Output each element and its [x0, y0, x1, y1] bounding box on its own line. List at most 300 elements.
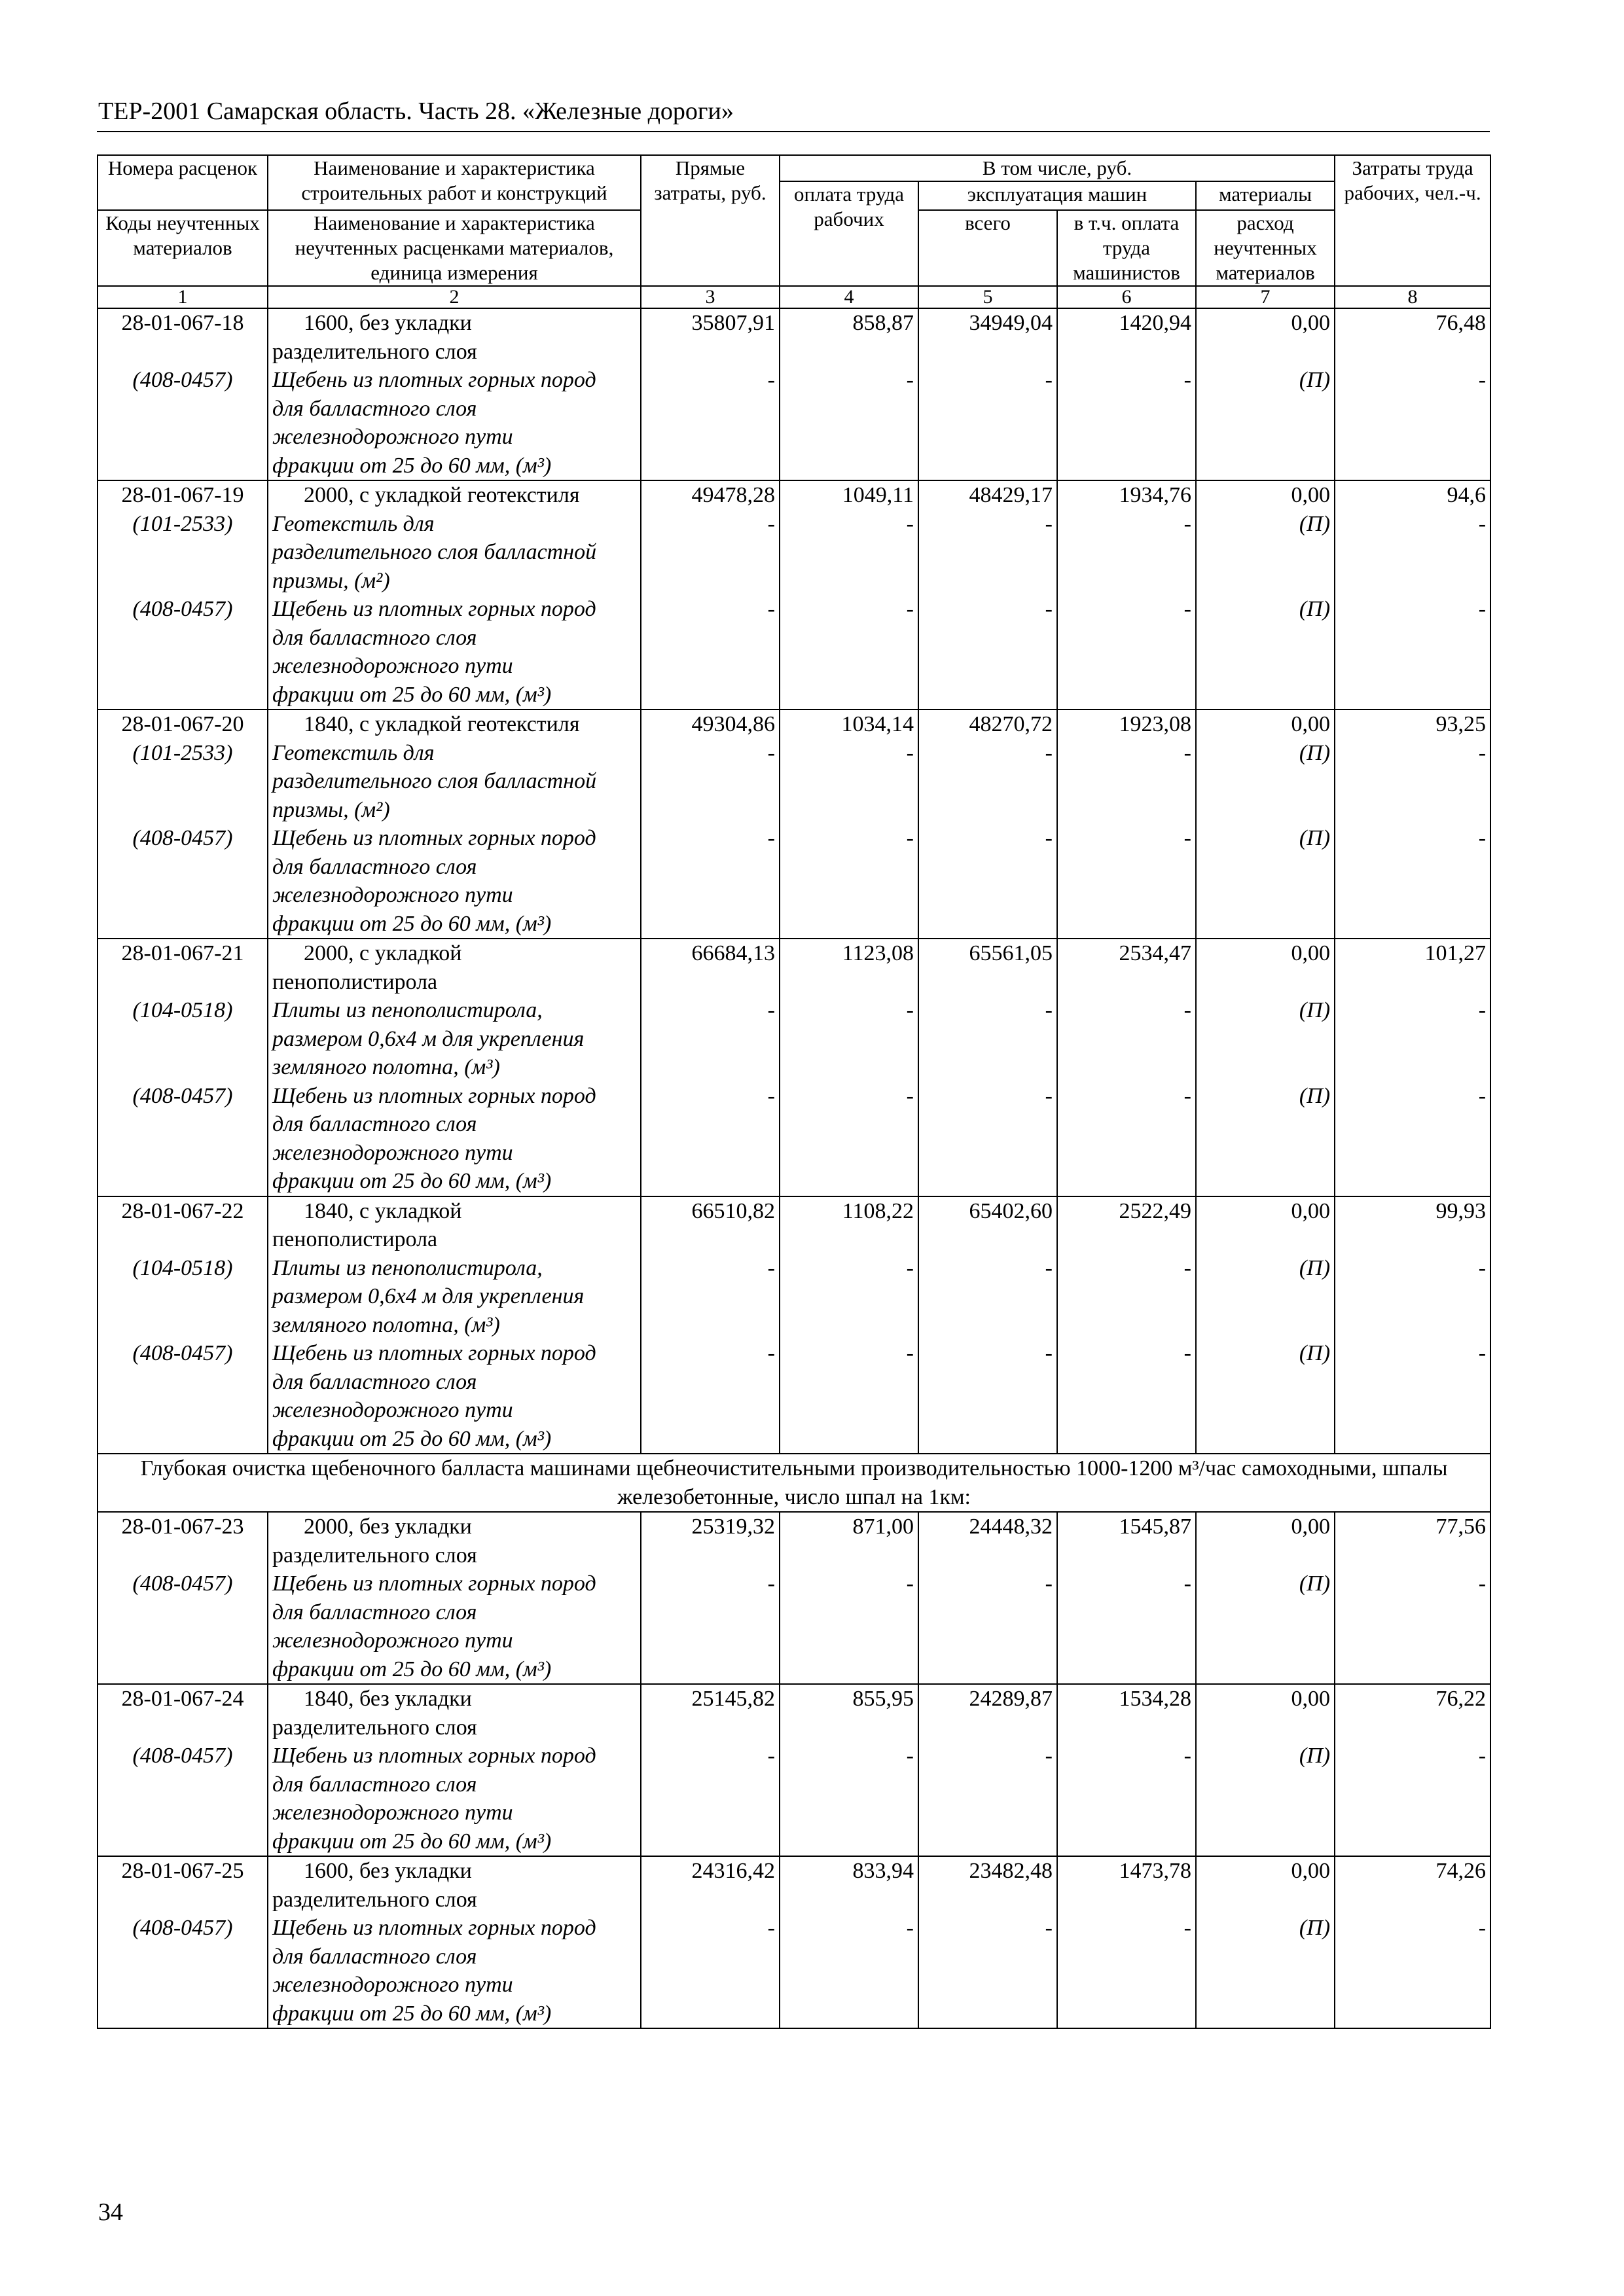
- value-cell: [918, 308, 1057, 480]
- value-cell: [641, 939, 780, 1196]
- value-cell: [1057, 1512, 1196, 1684]
- material-name-line: размером 0,6х4 м для укрепления: [272, 1284, 585, 1308]
- blank-line: [923, 395, 1053, 423]
- dash-value: -: [1183, 1571, 1191, 1596]
- blank-line: [1200, 452, 1330, 480]
- value-cell: [641, 308, 780, 480]
- blank-line: [1200, 1541, 1330, 1570]
- material-name-line: призмы, (м²): [272, 797, 390, 822]
- blank-line: [1339, 1713, 1486, 1742]
- blank-line: [102, 1311, 263, 1340]
- material-name-line: для балластного слоя: [272, 1600, 477, 1624]
- dash-value: -: [1183, 597, 1191, 621]
- value-cell: [1196, 1684, 1335, 1856]
- blank-line: [102, 395, 263, 423]
- value-cell: [1196, 709, 1335, 939]
- blank-line: [645, 1282, 775, 1311]
- material-mark: (П): [1299, 1744, 1331, 1768]
- value-mat: 0,00: [1291, 1859, 1331, 1883]
- blank-line: [923, 881, 1053, 910]
- rate-code: 28-01-067-18: [121, 311, 244, 335]
- material-name-line: земляного полотна, (м³): [272, 1055, 500, 1079]
- dash-value: -: [906, 368, 914, 392]
- blank-line: [923, 1025, 1053, 1054]
- material-name-line: Геотекстиль для: [272, 511, 435, 536]
- material-code: (104-0518): [132, 998, 233, 1022]
- value-direct: 25319,32: [691, 1515, 775, 1539]
- value-hours: 94,6: [1447, 483, 1487, 507]
- dash-value: -: [1183, 1341, 1191, 1365]
- blank-line: [1062, 681, 1191, 709]
- dash-value: -: [1478, 1916, 1487, 1940]
- value-cell: [1196, 308, 1335, 480]
- value-mach-labor: 1923,08: [1119, 712, 1191, 736]
- value-mach: 23482,48: [969, 1859, 1053, 1883]
- blank-line: [1062, 1167, 1191, 1196]
- blank-line: [1339, 1827, 1486, 1856]
- blank-line: [923, 1396, 1053, 1425]
- blank-line: [645, 452, 775, 480]
- blank-line: [1200, 1110, 1330, 1139]
- value-cell: [641, 709, 780, 939]
- value-cell: [1057, 308, 1196, 480]
- blank-line: [102, 796, 263, 825]
- table-row: [98, 308, 1490, 480]
- value-mat: 0,00: [1291, 941, 1331, 965]
- dash-value: -: [1478, 740, 1487, 765]
- material-mark: (П): [1299, 1083, 1331, 1108]
- rates-table: [97, 154, 1491, 2029]
- blank-line: [1062, 1886, 1191, 1914]
- dash-value: -: [1478, 1341, 1487, 1365]
- value-cell: [641, 1196, 780, 1454]
- value-mach: 48429,17: [969, 483, 1053, 507]
- blank-line: [645, 910, 775, 939]
- value-cell: [918, 1512, 1057, 1684]
- blank-line: [923, 1971, 1053, 2000]
- material-name-line: фракции от 25 до 60 мм, (м³): [272, 453, 552, 478]
- dash-value: -: [767, 1255, 775, 1280]
- value-cell: [1057, 939, 1196, 1196]
- dash-value: -: [1045, 826, 1053, 850]
- blank-line: [1339, 968, 1486, 997]
- blank-line: [1200, 910, 1330, 939]
- blank-line: [923, 1053, 1053, 1082]
- blank-line: [784, 796, 914, 825]
- blank-line: [102, 652, 263, 681]
- col-machines-total-header: всего: [918, 210, 1057, 286]
- blank-line: [1339, 624, 1486, 653]
- blank-line: [784, 2000, 914, 2028]
- value-hours: 93,25: [1435, 712, 1487, 736]
- table-row: [98, 1512, 1490, 1684]
- value-cell: [918, 1684, 1057, 1856]
- value-cell: [1057, 1856, 1196, 2028]
- blank-line: [645, 1770, 775, 1799]
- dash-value: -: [1478, 597, 1487, 621]
- material-name-line: фракции от 25 до 60 мм, (м³): [272, 911, 552, 936]
- blank-line: [1339, 423, 1486, 452]
- blank-line: [1339, 538, 1486, 567]
- blank-line: [1200, 796, 1330, 825]
- blank-line: [1200, 968, 1330, 997]
- material-name-line: Плиты из пенополистирола,: [272, 1255, 543, 1280]
- dash-value: -: [767, 1916, 775, 1940]
- blank-line: [1200, 1282, 1330, 1311]
- blank-line: [1339, 1598, 1486, 1627]
- table-row: [98, 1684, 1490, 1856]
- value-cell: [1196, 1856, 1335, 2028]
- value-cell: [1335, 1856, 1490, 2028]
- blank-line: [923, 624, 1053, 653]
- value-cell: [780, 1512, 918, 1684]
- blank-line: [1339, 1425, 1486, 1454]
- blank-line: [923, 423, 1053, 452]
- blank-line: [784, 1886, 914, 1914]
- material-mark: (П): [1299, 1255, 1331, 1280]
- dash-value: -: [767, 998, 775, 1022]
- blank-line: [1339, 1110, 1486, 1139]
- blank-line: [784, 1311, 914, 1340]
- blank-line: [923, 1139, 1053, 1168]
- blank-line: [923, 538, 1053, 567]
- blank-line: [1200, 1713, 1330, 1742]
- dash-value: -: [767, 1571, 775, 1596]
- col-material-name-header: Наименование и характеристика неучтенных расценками материалов, единица измерения: [268, 210, 641, 286]
- blank-line: [102, 1425, 263, 1454]
- blank-line: [1062, 1943, 1191, 1971]
- material-name-line: железнодорожного пути: [272, 883, 513, 907]
- blank-line: [1200, 1886, 1330, 1914]
- value-direct: 66510,82: [691, 1198, 775, 1223]
- rate-code-cell: [98, 480, 268, 709]
- blank-line: [1062, 338, 1191, 367]
- value-mach-labor: 2534,47: [1119, 941, 1191, 965]
- value-mach-labor: 1534,28: [1119, 1687, 1191, 1711]
- blank-line: [102, 624, 263, 653]
- value-mat: 0,00: [1291, 1687, 1331, 1711]
- blank-line: [1339, 1770, 1486, 1799]
- column-number: 5: [918, 286, 1057, 308]
- work-title-line: 1840, с укладкой: [304, 1198, 462, 1223]
- rate-code-cell: [98, 1196, 268, 1454]
- blank-line: [645, 1396, 775, 1425]
- material-name-line: железнодорожного пути: [272, 1398, 513, 1422]
- work-description-cell: [268, 939, 641, 1196]
- blank-line: [645, 395, 775, 423]
- dash-value: -: [1183, 1916, 1191, 1940]
- blank-line: [645, 853, 775, 882]
- blank-line: [1339, 1225, 1486, 1254]
- blank-line: [102, 1396, 263, 1425]
- material-name-line: размером 0,6х4 м для укрепления: [272, 1026, 585, 1051]
- material-name-line: фракции от 25 до 60 мм, (м³): [272, 1169, 552, 1193]
- blank-line: [102, 767, 263, 796]
- value-cell: [918, 480, 1057, 709]
- dash-value: -: [1045, 998, 1053, 1022]
- blank-line: [1339, 853, 1486, 882]
- material-name-line: для балластного слоя: [272, 854, 477, 879]
- col-materials-header: материалы: [1196, 181, 1335, 210]
- blank-line: [645, 767, 775, 796]
- blank-line: [1339, 1655, 1486, 1684]
- dash-value: -: [906, 1341, 914, 1365]
- blank-line: [1062, 1799, 1191, 1827]
- blank-line: [102, 1368, 263, 1397]
- section-heading: Глубокая очистка щебеночного балласта машинами щебнеочистительными производительностью 1000-1200 м³/час самоходными, шпалы железобетонные, число шпал на 1км:: [98, 1454, 1490, 1512]
- column-numbers-row: [98, 286, 1490, 308]
- value-cell: [641, 1684, 780, 1856]
- blank-line: [784, 1799, 914, 1827]
- blank-line: [1062, 1368, 1191, 1397]
- dash-value: -: [767, 826, 775, 850]
- material-name-line: Щебень из плотных горных пород: [272, 1916, 596, 1940]
- material-code: (408-0457): [132, 597, 233, 621]
- blank-line: [102, 968, 263, 997]
- value-cell: [918, 1856, 1057, 2028]
- blank-line: [923, 1886, 1053, 1914]
- blank-line: [1200, 338, 1330, 367]
- dash-value: -: [1478, 1571, 1487, 1596]
- blank-line: [102, 538, 263, 567]
- blank-line: [1062, 2000, 1191, 2028]
- work-title-line: 1600, без укладки: [304, 1859, 472, 1883]
- blank-line: [1339, 452, 1486, 480]
- blank-line: [1200, 1311, 1330, 1340]
- material-name-line: железнодорожного пути: [272, 1801, 513, 1825]
- blank-line: [923, 796, 1053, 825]
- value-mach: 24289,87: [969, 1687, 1053, 1711]
- blank-line: [645, 968, 775, 997]
- blank-line: [1062, 452, 1191, 480]
- blank-line: [1062, 395, 1191, 423]
- rate-code: 28-01-067-22: [121, 1198, 244, 1223]
- blank-line: [1339, 681, 1486, 709]
- value-labor: 871,00: [852, 1515, 914, 1539]
- material-mark: (П): [1299, 998, 1331, 1022]
- blank-line: [1062, 1025, 1191, 1054]
- rate-code-cell: [98, 1512, 268, 1684]
- blank-line: [1062, 538, 1191, 567]
- blank-line: [923, 1943, 1053, 1971]
- value-cell: [1335, 709, 1490, 939]
- blank-line: [645, 1943, 775, 1971]
- blank-line: [1062, 1282, 1191, 1311]
- material-name-line: для балластного слоя: [272, 625, 477, 650]
- blank-line: [1339, 652, 1486, 681]
- value-cell: [780, 939, 918, 1196]
- dash-value: -: [767, 1083, 775, 1108]
- value-direct: 25145,82: [691, 1687, 775, 1711]
- work-description-cell: [268, 1512, 641, 1684]
- dash-value: -: [1045, 1916, 1053, 1940]
- material-name-line: фракции от 25 до 60 мм, (м³): [272, 1426, 552, 1451]
- header-rule: [97, 131, 1490, 132]
- blank-line: [784, 1282, 914, 1311]
- material-code: (101-2533): [132, 740, 233, 765]
- dash-value: -: [1045, 740, 1053, 765]
- dash-value: -: [767, 1744, 775, 1768]
- blank-line: [1339, 1282, 1486, 1311]
- blank-line: [102, 1110, 263, 1139]
- material-name-line: земляного полотна, (м³): [272, 1312, 500, 1337]
- material-name-line: Щебень из плотных горных пород: [272, 597, 596, 621]
- blank-line: [923, 1225, 1053, 1254]
- blank-line: [102, 1282, 263, 1311]
- rate-code: 28-01-067-21: [121, 941, 244, 965]
- blank-line: [923, 1713, 1053, 1742]
- blank-line: [1339, 1396, 1486, 1425]
- blank-line: [102, 681, 263, 709]
- material-name-line: для балластного слоя: [272, 1369, 477, 1394]
- value-direct: 49304,86: [691, 712, 775, 736]
- value-cell: [780, 1856, 918, 2028]
- blank-line: [102, 423, 263, 452]
- blank-line: [1062, 1396, 1191, 1425]
- blank-line: [645, 1827, 775, 1856]
- blank-line: [923, 1368, 1053, 1397]
- value-cell: [918, 709, 1057, 939]
- blank-line: [784, 881, 914, 910]
- material-name-line: Щебень из плотных горных пород: [272, 1083, 596, 1108]
- blank-line: [102, 1943, 263, 1971]
- blank-line: [923, 1655, 1053, 1684]
- material-mark: (П): [1299, 740, 1331, 765]
- col-work-name-header: Наименование и характеристика строительных работ и конструкций: [268, 155, 641, 210]
- blank-line: [1062, 1770, 1191, 1799]
- blank-line: [1339, 1139, 1486, 1168]
- work-title-line: пенополистирола: [272, 1227, 438, 1251]
- blank-line: [1200, 681, 1330, 709]
- blank-line: [645, 1886, 775, 1914]
- material-code: (408-0457): [132, 1744, 233, 1768]
- value-hours: 101,27: [1424, 941, 1487, 965]
- value-cell: [780, 308, 918, 480]
- material-name-line: для балластного слоя: [272, 1772, 477, 1797]
- material-name-line: Щебень из плотных горных пород: [272, 368, 596, 392]
- rate-code-cell: [98, 1684, 268, 1856]
- blank-line: [1339, 1025, 1486, 1054]
- blank-line: [645, 2000, 775, 2028]
- dash-value: -: [1478, 1083, 1487, 1108]
- dash-value: -: [767, 597, 775, 621]
- value-direct: 49478,28: [691, 483, 775, 507]
- blank-line: [923, 452, 1053, 480]
- value-cell: [1057, 1196, 1196, 1454]
- value-labor: 833,94: [852, 1859, 914, 1883]
- material-code: (408-0457): [132, 826, 233, 850]
- rate-code: 28-01-067-19: [121, 483, 244, 507]
- work-title-line: разделительного слоя: [272, 1715, 477, 1740]
- value-cell: [1335, 1512, 1490, 1684]
- value-cell: [1196, 1512, 1335, 1684]
- dash-value: -: [906, 1571, 914, 1596]
- blank-line: [1062, 1598, 1191, 1627]
- rate-code-cell: [98, 1856, 268, 2028]
- work-description-cell: [268, 709, 641, 939]
- rate-code: 28-01-067-20: [121, 712, 244, 736]
- material-name-line: железнодорожного пути: [272, 425, 513, 449]
- blank-line: [923, 1167, 1053, 1196]
- blank-line: [784, 624, 914, 653]
- table-row: [98, 1196, 1490, 1454]
- blank-line: [1062, 567, 1191, 596]
- blank-line: [645, 538, 775, 567]
- blank-line: [923, 567, 1053, 596]
- blank-line: [784, 1655, 914, 1684]
- blank-line: [1339, 1799, 1486, 1827]
- dash-value: -: [1183, 368, 1191, 392]
- blank-line: [1339, 2000, 1486, 2028]
- material-mark: (П): [1299, 826, 1331, 850]
- material-code: (408-0457): [132, 1916, 233, 1940]
- blank-line: [1200, 1827, 1330, 1856]
- col-machinist-pay-header: в т.ч. оплата труда машинистов: [1057, 210, 1196, 286]
- blank-line: [784, 1425, 914, 1454]
- work-title-line: 1840, без укладки: [304, 1687, 472, 1711]
- dash-value: -: [1045, 368, 1053, 392]
- dash-value: -: [1183, 740, 1191, 765]
- col-direct-costs-header: Прямые затраты, руб.: [641, 155, 780, 286]
- blank-line: [102, 452, 263, 480]
- blank-line: [645, 423, 775, 452]
- col-rate-number-header: Номера расценок: [98, 155, 268, 210]
- col-machines-header: эксплуатация машин: [918, 181, 1196, 210]
- value-cell: [780, 1196, 918, 1454]
- blank-line: [1339, 881, 1486, 910]
- dash-value: -: [1478, 1744, 1487, 1768]
- blank-line: [645, 567, 775, 596]
- dash-value: -: [1183, 998, 1191, 1022]
- value-direct: 24316,42: [691, 1859, 775, 1883]
- blank-line: [1200, 538, 1330, 567]
- value-mat: 0,00: [1291, 712, 1331, 736]
- dash-value: -: [906, 1744, 914, 1768]
- blank-line: [784, 338, 914, 367]
- rate-code: 28-01-067-25: [121, 1859, 244, 1883]
- blank-line: [1339, 1886, 1486, 1914]
- blank-line: [645, 881, 775, 910]
- blank-line: [1339, 1541, 1486, 1570]
- material-code: (408-0457): [132, 1341, 233, 1365]
- material-code: (408-0457): [132, 1083, 233, 1108]
- blank-line: [102, 338, 263, 367]
- blank-line: [923, 968, 1053, 997]
- blank-line: [923, 1110, 1053, 1139]
- blank-line: [923, 1827, 1053, 1856]
- blank-line: [102, 2000, 263, 2028]
- work-description-cell: [268, 1196, 641, 1454]
- blank-line: [1200, 1167, 1330, 1196]
- blank-line: [102, 1655, 263, 1684]
- blank-line: [784, 1225, 914, 1254]
- value-hours: 77,56: [1435, 1515, 1487, 1539]
- material-mark: (П): [1299, 1571, 1331, 1596]
- blank-line: [1200, 1943, 1330, 1971]
- dash-value: -: [1183, 511, 1191, 536]
- value-cell: [1057, 480, 1196, 709]
- work-title-line: разделительного слоя: [272, 1887, 477, 1912]
- blank-line: [1200, 1655, 1330, 1684]
- blank-line: [102, 1886, 263, 1914]
- blank-line: [784, 1770, 914, 1799]
- blank-line: [1339, 567, 1486, 596]
- blank-line: [102, 1053, 263, 1082]
- dash-value: -: [1478, 368, 1487, 392]
- table-row: [98, 480, 1490, 709]
- column-number: 3: [641, 286, 780, 308]
- dash-value: -: [1478, 1255, 1487, 1280]
